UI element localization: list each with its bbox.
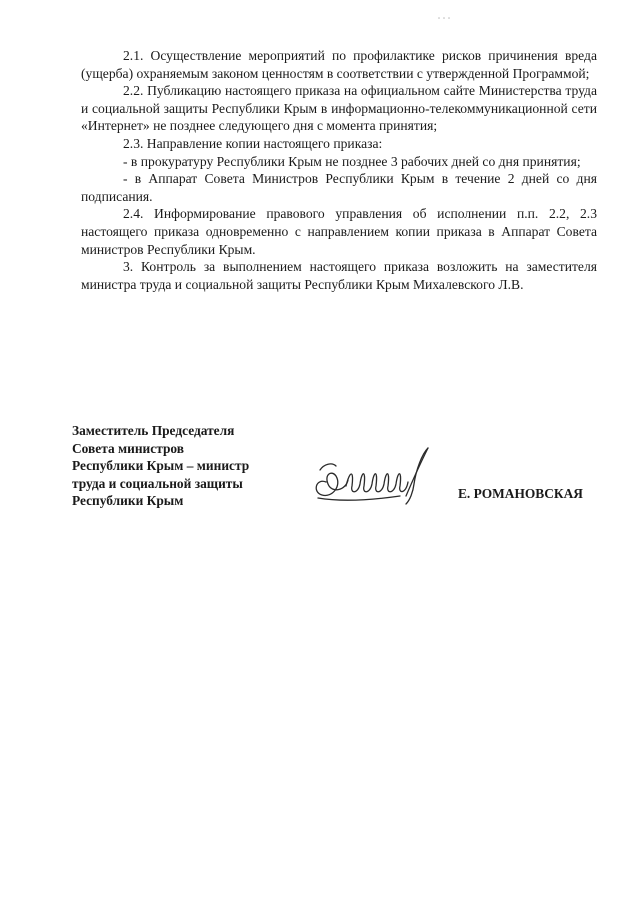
document-body (81, 47, 597, 293)
position-line: Республики Крым (72, 493, 184, 508)
paragraph-2-1: 2.1. Осуществление мероприятий по профилактике рисков причинения вреда (ущерба) охраняемым законом ценностям в соответствии с утвержденной Программой; (81, 48, 597, 81)
handwritten-signature (302, 440, 452, 510)
paragraph-2-2: 2.2. Публикацию настоящего приказа на официальном сайте Министерства труда и социальной защиты Республики Крым в информационно-телекоммуникационной сети «Интернет» не позднее следующего дня с момента принятия; (81, 83, 597, 134)
position-line: труда и социальной защиты (72, 475, 243, 491)
paragraph-2-3: 2.3. Направление копии настоящего приказа: (123, 135, 383, 151)
paragraph-3: 3. Контроль за выполнением настоящего приказа возложить на заместителя министра труда и социальной защиты Республики Крым Михалевского Л.В. (81, 259, 597, 292)
signatory-position (72, 422, 302, 510)
paragraph-2-4: 2.4. Информирование правового управления об исполнении п.п. 2.2, 2.3 настоящего приказа одновременно с направлением копии приказа в Аппарат Совета министров Республики Крым. (81, 206, 597, 257)
paragraph-2-3-prosecutor: - в прокуратуру Республики Крым не позднее 3 рабочих дней со дня принятия; (123, 153, 581, 169)
position-line: Заместитель Председателя (72, 423, 235, 438)
position-line: Республики Крым – министр (72, 458, 250, 473)
paragraph-2-3-council: - в Аппарат Совета Министров Республики Крым в течение 2 дней со дня подписания. (81, 171, 597, 204)
signer-name: Е. РОМАНОВСКАЯ (458, 486, 583, 501)
position-line: Совета министров (72, 440, 184, 456)
scan-mark (437, 16, 451, 20)
